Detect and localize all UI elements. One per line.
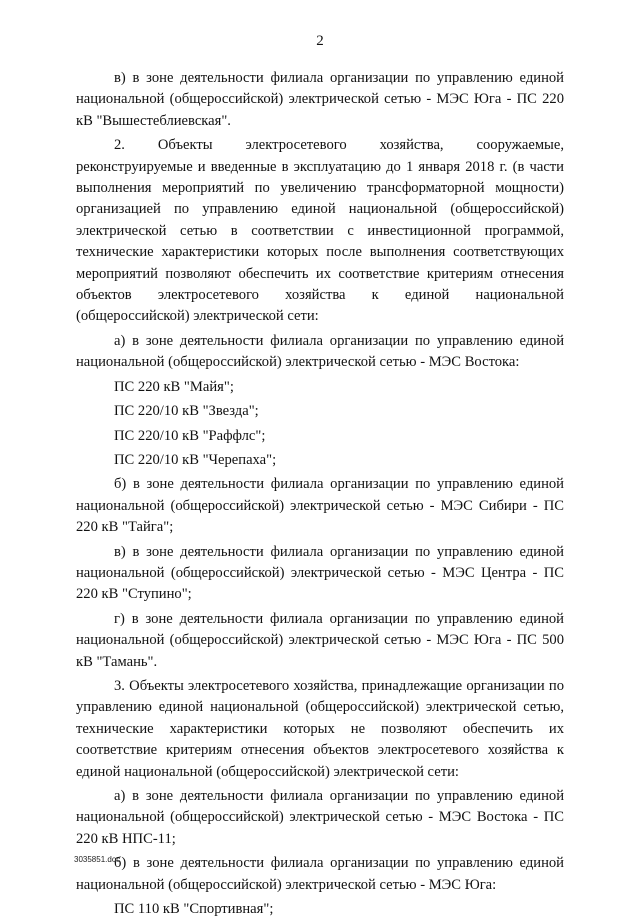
document-body [76, 68, 564, 920]
paragraph-section-3: 3. Объекты электросетевого хозяйства, принадлежащие организации по управлению единой национальной (общероссийской) электрической сетью, технические характеристики которых не позволяют обеспечить их соответствие критериям отнесения объектов электросетевого хозяйства к единой национальной (общероссийской) электрической сети: [76, 677, 564, 780]
paragraph-1v-mes-yuga: в) в зоне деятельности филиала организации по управлению единой национальной (общероссийской) электрической сетью - МЭС Юга - ПС 220 кВ "Вышестеблиевская". [76, 70, 564, 129]
paragraph-3b-mes-yuga: б) в зоне деятельности филиала организации по управлению единой национальной (общероссийской) электрической сетью - МЭС Юга: [76, 855, 564, 893]
list-item-substation: ПС 220/10 кВ "Черепаха"; [114, 451, 277, 468]
list-item-substation: ПС 220 кВ "Майя"; [114, 378, 234, 395]
paragraph-3a-mes-vostoka: а) в зоне деятельности филиала организации по управлению единой национальной (общероссийской) электрической сетью - МЭС Востока - ПС 220 кВ НПС-11; [76, 788, 564, 847]
footer-filename: 3035851.doc [74, 855, 121, 864]
page-number: 2 [316, 33, 324, 49]
list-item-substation: ПС 110 кВ "Спортивная"; [114, 901, 274, 918]
paragraph-2b-mes-sibiri: б) в зоне деятельности филиала организации по управлению единой национальной (общероссийской) электрической сетью - МЭС Сибири - ПС 220 кВ "Тайга"; [76, 476, 564, 536]
paragraph-section-2: 2. Объекты электросетевого хозяйства, сооружаемые, реконструируемые и введенные в эксплуатацию до 1 января 2018 г. (в части выполнения мероприятий по увеличению трансформаторной мощности) организацией по управлению единой национальной (общероссийской) электрической сетью в соответствии с инвестиционной программой, технические характеристики которых после выполнения соответствующих мероприятий позволяют обеспечить их соответствие критериям отнесения объектов электросетевого хозяйства к единой национальной (общероссийской) электрической сети: [76, 137, 564, 325]
paragraph-2a-mes-vostoka: а) в зоне деятельности филиала организации по управлению единой национальной (общероссийской) электрической сетью - МЭС Востока: [76, 332, 564, 371]
paragraph-2v-mes-centra: в) в зоне деятельности филиала организации по управлению единой национальной (общероссийской) электрической сетью - МЭС Центра - ПС 220 кВ "Ступино"; [76, 543, 564, 603]
list-item-substation: ПС 220/10 кВ "Звезда"; [114, 403, 259, 420]
list-item-substation: ПС 220/10 кВ "Раффлс"; [114, 427, 266, 444]
paragraph-2g-mes-yuga: г) в зоне деятельности филиала организации по управлению единой национальной (общероссийской) электрической сетью - МЭС Юга - ПС 500 кВ "Тамань". [76, 610, 564, 670]
